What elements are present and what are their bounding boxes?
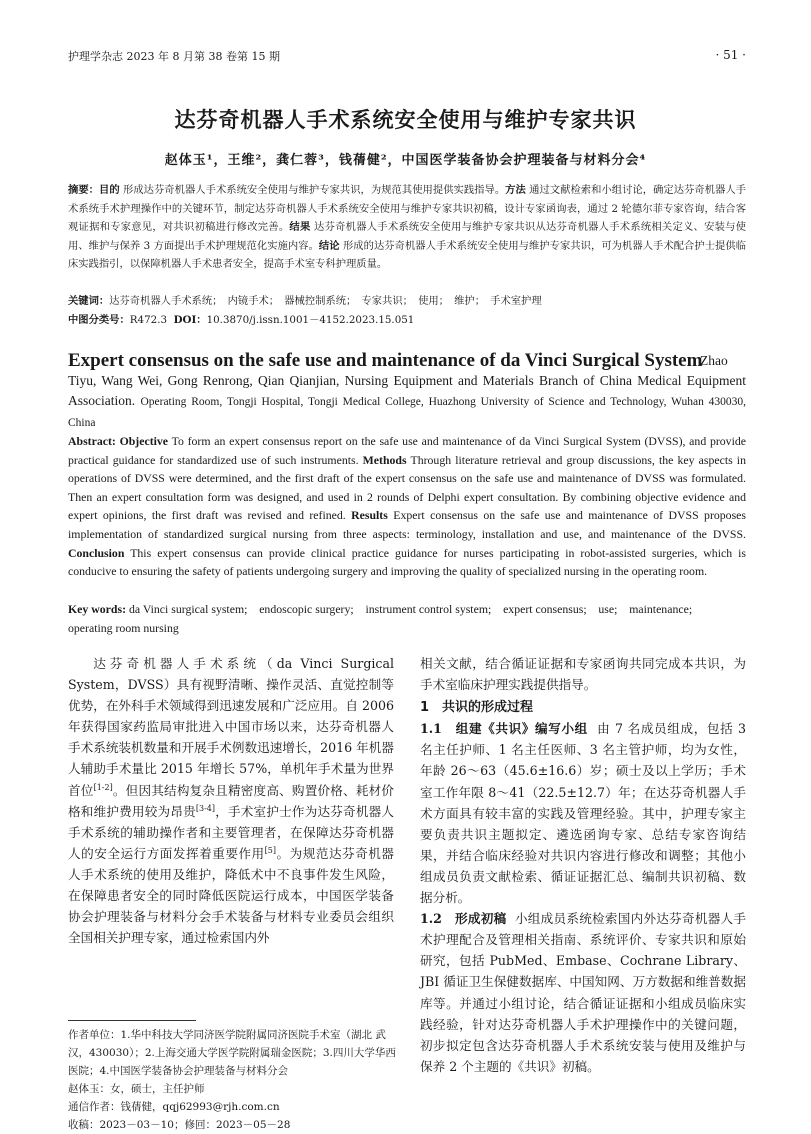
en-kw-text: da Vinci surgical system; endoscopic surgery; instrument control system; expert consensus; use; maintenance; operating room nursing <box>68 602 704 635</box>
intro-continuation: 相关文献，结合循证证据和专家函询共同完成本共识，为手术室临床护理实践提供指导。 <box>420 656 746 693</box>
body-right-column <box>420 653 746 1077</box>
en-method-text: Through literature retrieval and group discussions, the key aspects in operations of DVSS were determined, and the first draft of the expert consensus on the safe use and maintenance of DVSS was formulated. Then an expert consultation form was designed, and used in 2 rounds of Delphi expert consultation. By combining objective evidence and expert opinions, the first draft was revised and refined. <box>68 452 746 523</box>
page-number: · 51 · <box>715 48 746 62</box>
english-authors-text: Tiyu, Wang Wei, Gong Renrong, Qian Qianjian, Nursing Equipment and Materials Branch of China Medical Equipment Association. <box>68 373 746 408</box>
section-1-1-text: 由 7 名成员组成，包括 3 名主任护师、1 名主任医师、3 名主管护师，均为女性，年龄 26～63（45.6±16.6）岁；硕士及以上学历；手术室工作年限 8～41（22.5±12.7）年；在达芬奇机器人手术方面具有较丰富的实践及管理经验。其中，护理专家主要负责共识主题拟定、遴选函询专家、总结专家咨询结果，并结合临床经验对共识内容进行修改和调整；其他小组成员负责文献检索、循证证据汇总、编制共识初稿、数据分析。 <box>420 721 746 906</box>
intro-text-d: 。为规范达芬奇机器人手术系统的使用及维护，降低术中不良事件发生风险，在保障患者安全的同时降低医院运行成本，中国医学装备协会护理装备与材料分会手术装备与材料专业委员会组织全国相关护理专家，通过检索国内外 <box>68 845 395 946</box>
en-objective-label: Objective <box>119 434 169 448</box>
ref-1-2[interactable]: [1-2] <box>93 782 113 792</box>
class-code: R472.3 <box>129 314 168 326</box>
conclusion-text: 形成的达芬奇机器人手术系统安全使用与维护专家共识，可为机器人手术配合护士提供临床实践指引，以保障机器人手术患者安全，提高手术室专科护理质量。 <box>68 239 747 270</box>
en-result-text: Expert consensus on the safe use and maintenance of DVSS proposes implementation of standardized surgical nursing from three aspects: terminology, installation and use, and maintenance of the DVSS. <box>68 508 746 541</box>
doi-value: 10.3870/j.issn.1001－4152.2023.15.051 <box>206 314 415 326</box>
author-list: 赵体玉¹，王维²，龚仁蓉³，钱蒨健²，中国医学装备协会护理装备与材料分会⁴ <box>164 153 647 168</box>
abstract-cn <box>68 181 746 274</box>
method-label: 方法 <box>505 184 526 196</box>
intro-text-b: 。但因其结构复杂且精密度高、购置价格、耗材价格和维护费用较为昂贵 <box>68 782 395 819</box>
footnote-divider <box>68 1020 196 1021</box>
en-kw-label: Key words: <box>68 602 126 616</box>
footnotes <box>68 1026 396 1134</box>
intro-text-c: ，手术室护士作为达芬奇机器人手术系统的辅助操作者和主要管理者，在保障达芬奇机器人的安全运行方面发挥着重要作用 <box>68 803 395 861</box>
en-result-label: Results <box>351 508 388 523</box>
classification-line <box>68 311 746 330</box>
english-author-lead: Zhao <box>700 353 728 368</box>
en-abstract-label: Abstract: <box>68 434 116 448</box>
abstract-label: 摘要： <box>68 184 99 196</box>
english-keywords <box>68 600 746 637</box>
first-author-bio: 赵体玉：女，硕士，主任护师 <box>68 1083 205 1095</box>
result-label: 结果 <box>289 221 311 233</box>
en-conclusion-label: Conclusion <box>68 545 125 560</box>
section-1-2 <box>420 908 746 1077</box>
section-1-1 <box>420 718 746 908</box>
doi-label: DOI： <box>173 314 207 326</box>
section-1-2-title: 1.2 形成初稿 <box>420 911 507 927</box>
section-1-1-title: 1.1 组建《共识》编写小组 <box>420 721 588 737</box>
method-text: 通过文献检索和小组讨论，确定达芬奇机器人手术系统手术护理操作中的关键环节，制定达芬奇机器人手术系统安全使用与维护专家共识初稿，设计专家函询表，通过 2 轮德尔菲专家咨询，结合客观证据和专家意见，对共识初稿进行修改完善。 <box>68 184 747 233</box>
ref-3-4[interactable]: [3-4] <box>195 803 215 813</box>
journal-header: 护理学杂志 2023 年 8 月第 38 卷第 15 期 <box>68 50 280 63</box>
corresponding-author: 通信作者：钱蒨健，qqj62993@rjh.com.cn <box>68 1101 280 1113</box>
body-left-column <box>68 653 394 948</box>
intro-text-a: 达芬奇机器人手术系统（da Vinci Surgical System，DVSS）具有视野清晰、操作灵活、直觉控制等优势，在外科手术领域得到迅速发展和广泛应用。自 2006 年获得国家药监局审批进入中国市场以来，达芬奇机器人手术系统装机数量和开展手术例数迅速增长，2016 年机器人辅助手术量比 2015 年增长 57%，单机年手术量为世界首位 <box>68 656 394 798</box>
class-label: 中图分类号： <box>68 314 130 326</box>
section-1-2-text: 小组成员系统检索国内外达芬奇机器人手术护理配合及管理相关指南、系统评价、专家共识和原始研究，包括 PubMed、Embase、Cochrane Library、JBI 循证卫生保健数据库、中国知网、万方数据和维普数据库等。并通过小组讨论，结合循证证据和小组成员临床实践经验，针对达芬奇机器人手术护理操作中的关键问题，初步拟定包含达芬奇机器人手术系统安装与使用及维护与保养 2 个主题的《共识》初稿。 <box>420 911 746 1074</box>
objective-label: 目的 <box>99 184 120 196</box>
keywords-text: 达芬奇机器人手术系统； 内镜手术； 器械控制系统； 专家共识； 使用； 维护； 手术室护理 <box>109 295 542 307</box>
result-text: 达芬奇机器人手术系统安全使用与维护专家共识从达芬奇机器人手术系统相关定义、安装与使用、维护与保养 3 方面提出手术护理规范化实施内容。 <box>68 221 747 252</box>
english-affiliation: Operating Room, Tongji Hospital, Tongji Medical College, Huazhong University of Science and Technology, Wuhan 430030, China <box>68 396 747 429</box>
section-heading-1: 1 共识的形成过程 <box>420 700 534 716</box>
english-authors <box>68 371 746 433</box>
objective-text: 形成达芬奇机器人手术系统安全使用与维护专家共识，为规范其使用提供实践指导。 <box>122 184 506 196</box>
article-title: 达芬奇机器人手术系统安全使用与维护专家共识 <box>174 108 637 132</box>
ref-5[interactable]: [5] <box>264 845 277 855</box>
conclusion-label: 结论 <box>318 239 340 252</box>
en-method-label: Methods <box>362 452 407 467</box>
en-conclusion-text: This expert consensus can provide clinical practice guidance for nurses participating in robot-assisted surgeries, which is conducive to ensuring the safety of patients undergoing surgery and improving the quality of specialized nursing in the operating room. <box>68 545 746 579</box>
author-affiliations: 作者单位：1.华中科技大学同济医学院附属同济医院手术室（湖北 武汉，430030）；2.上海交通大学医学院附属瑞金医院；3.四川大学华西医院；4.中国医学装备协会护理装备与材料分会 <box>68 1029 396 1077</box>
received-dates: 收稿：2023－03－10；修回：2023－05－28 <box>68 1119 291 1131</box>
en-objective-text: To form an expert consensus report on the safe use and maintenance of da Vinci Surgical System (DVSS), and provide practical guidance for standardized use of such instruments. <box>68 434 746 467</box>
english-title: Expert consensus on the safe use and maintenance of da Vinci Surgical System <box>68 350 703 371</box>
keywords-cn <box>68 292 746 311</box>
intro-paragraph <box>68 653 394 948</box>
keywords-label: 关键词： <box>68 295 110 307</box>
english-abstract <box>68 432 746 581</box>
